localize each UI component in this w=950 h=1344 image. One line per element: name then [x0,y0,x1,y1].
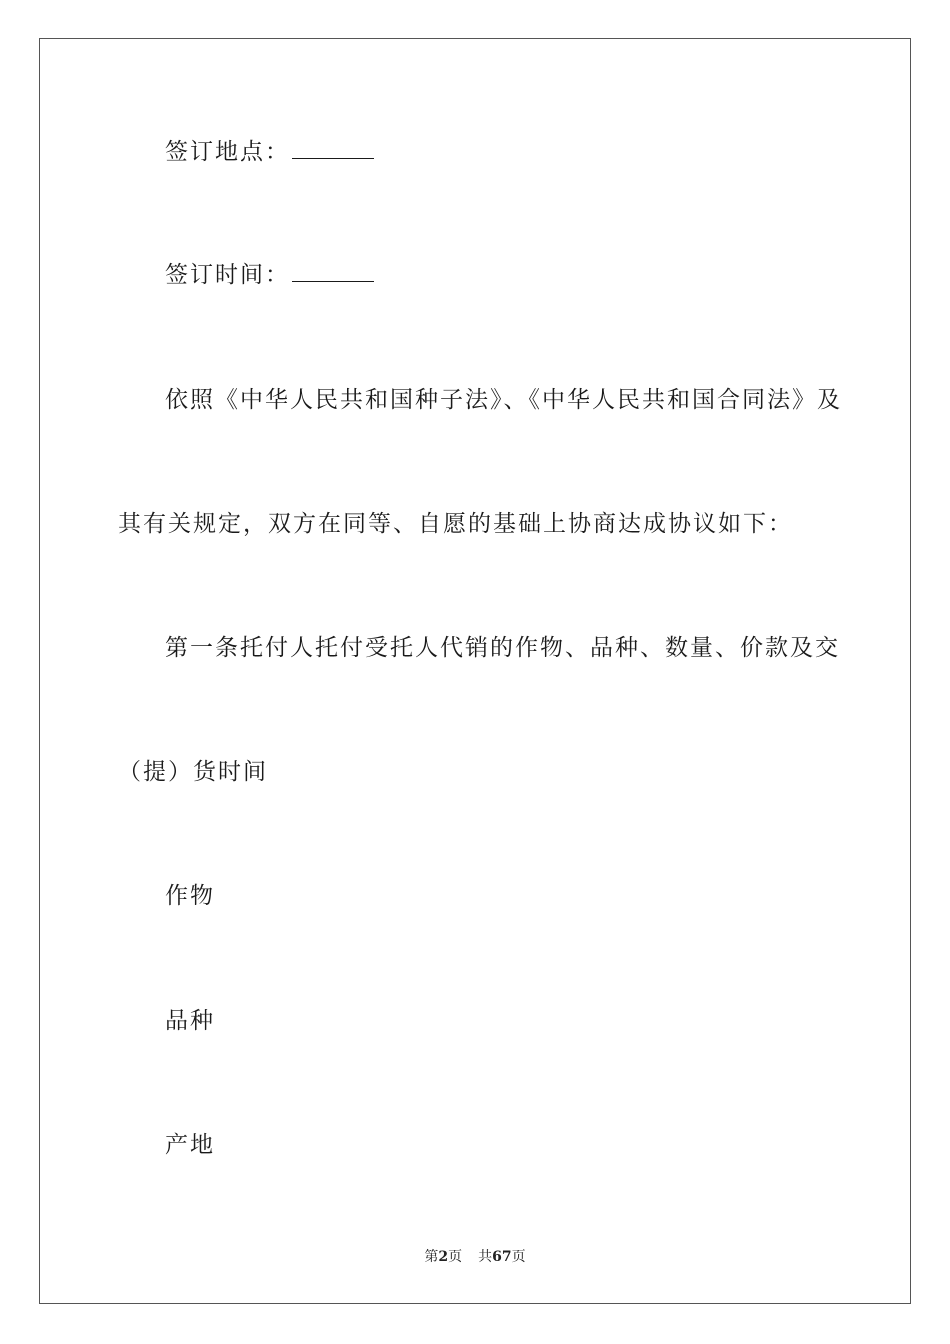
footer-current-page: 2 [438,1249,449,1265]
sign-time-line [165,260,374,290]
page-footer [0,1247,950,1267]
sign-time-blank [292,263,374,282]
footer-total-suffix: 页 [511,1249,526,1265]
footer-prefix: 第 [424,1249,439,1265]
intro-paragraph-line2: 其有关规定，双方在同等、自愿的基础上协商达成协议如下： [118,511,793,537]
sign-time-label: 签订时间： [165,262,290,288]
intro-paragraph-line1: 依照《中华人民共和国种子法》、《中华人民共和国合同法》及 [165,387,842,413]
item-variety: 品种 [165,1008,215,1034]
sign-place-blank [292,140,374,159]
sign-place-line [165,137,374,167]
article1-line2: （提）货时间 [118,759,268,785]
item-crop: 作物 [165,883,215,909]
footer-page-suffix: 页 [448,1249,463,1265]
item-origin: 产地 [165,1132,215,1158]
sign-place-label: 签订地点： [165,139,290,165]
footer-total-pages: 67 [492,1249,512,1265]
page-border [39,38,911,1304]
footer-total-prefix: 共 [478,1249,493,1265]
article1-line1: 第一条托付人托付受托人代销的作物、品种、数量、价款及交 [165,635,840,661]
